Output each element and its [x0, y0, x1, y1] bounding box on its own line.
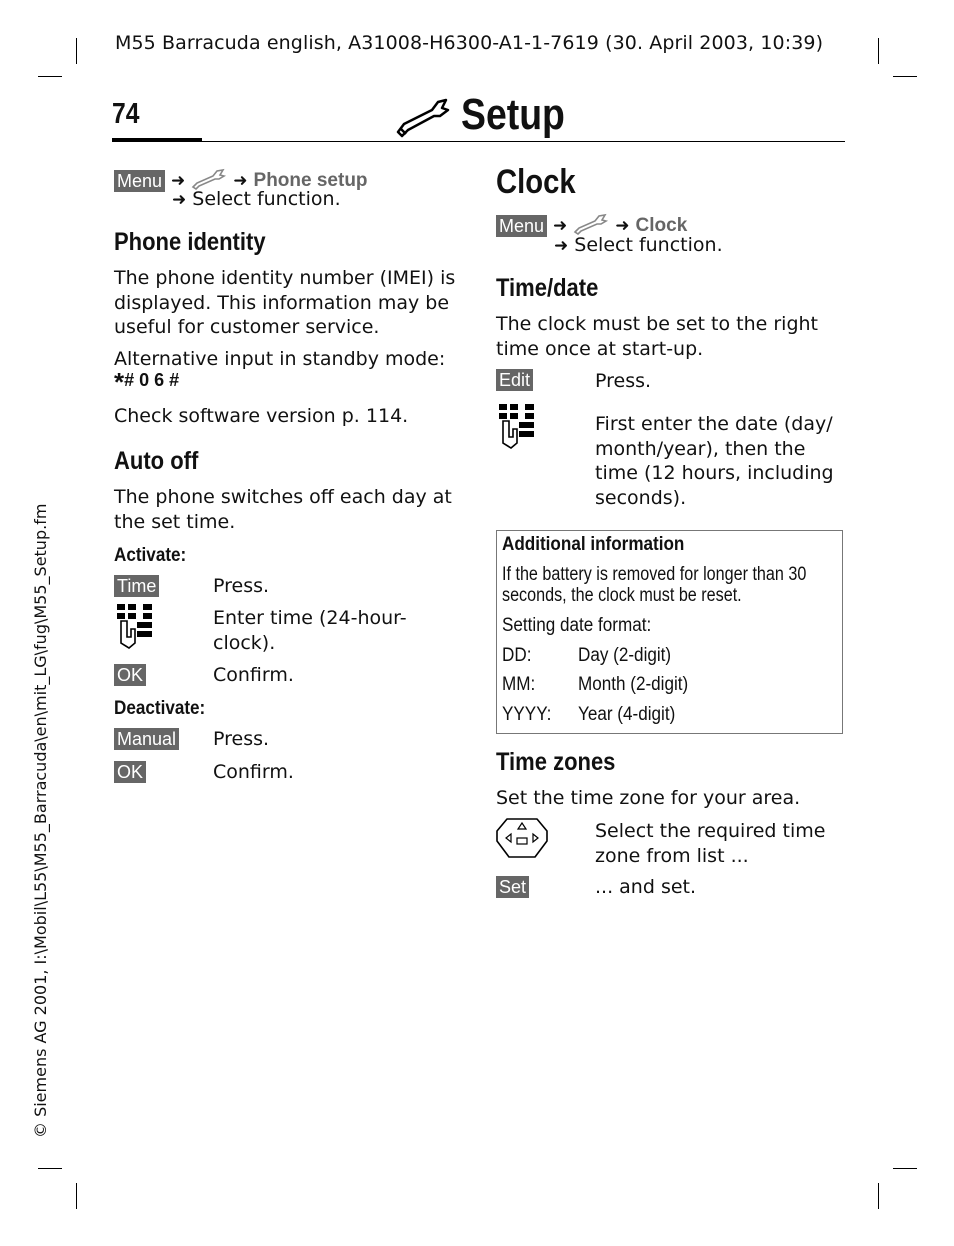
section-heading: Time zones: [496, 748, 616, 776]
format-desc: Month (2-digit): [578, 674, 689, 695]
page-number-underline: [112, 138, 202, 142]
crop-mark: [878, 38, 879, 64]
imei-code: *# 0 6 #: [114, 367, 180, 397]
set-softkey[interactable]: Set: [496, 876, 529, 898]
side-file-path: © Siemens AG 2001, I:\Mobil\L55\M55_Barracuda\en\mit_LG\fug\M55_Setup.fm: [31, 503, 50, 1138]
info-paragraph: If the battery is removed for longer than 30 seconds, the clock must be reset.: [502, 564, 807, 606]
ok-softkey[interactable]: OK: [114, 664, 146, 686]
keypad-icon: [495, 403, 539, 453]
paragraph: The phone switches off each day at the set time.: [114, 486, 452, 533]
arrow-right-icon: ➜: [554, 236, 569, 256]
arrow-right-icon: ➜: [172, 190, 187, 210]
time-softkey[interactable]: Time: [114, 575, 159, 597]
paragraph: The phone identity number (IMEI) is displayed. This information may be useful for customer service.: [114, 267, 456, 338]
crop-mark: [878, 1183, 879, 1209]
keypad-icon: [113, 603, 157, 653]
nav-target: Phone setup: [253, 170, 368, 191]
step-text: Press.: [213, 728, 270, 750]
navigation-key-icon: [495, 817, 549, 865]
paragraph: Check software version p. 114.: [114, 405, 409, 427]
deactivate-label: Deactivate:: [114, 698, 206, 719]
step-text: Press.: [595, 370, 652, 392]
additional-info-box: [496, 530, 843, 734]
header-rule: [202, 141, 845, 142]
step-text: Enter time (24-hour-clock).: [213, 607, 407, 654]
nav-target: Clock: [635, 215, 688, 236]
step-text: Confirm.: [213, 761, 294, 783]
paragraph: The clock must be set to the right time once at start-up.: [496, 313, 818, 360]
edit-softkey[interactable]: Edit: [496, 369, 533, 391]
info-paragraph: Setting date format:: [502, 615, 652, 636]
format-desc: Day (2-digit): [578, 645, 672, 666]
step-text: Press.: [213, 575, 270, 597]
crop-mark: [893, 1168, 917, 1169]
ok-softkey[interactable]: OK: [114, 761, 146, 783]
paragraph: Set the time zone for your area.: [496, 787, 801, 809]
page-number: 74: [112, 98, 140, 130]
crop-mark: [893, 76, 917, 77]
nav-select-text: Select function.: [574, 234, 723, 256]
format-code: DD:: [502, 645, 532, 666]
crop-mark: [76, 1183, 77, 1209]
arrow-right-icon: ➜: [615, 216, 630, 236]
nav-select: [554, 234, 723, 256]
chapter-title: Setup: [461, 90, 565, 139]
format-code: YYYY:: [502, 704, 552, 725]
arrow-right-icon: ➜: [233, 171, 248, 191]
running-header: M55 Barracuda english, A31008-H6300-A1-1-7619 (30. April 2003, 10:39): [115, 32, 824, 54]
section-heading: Auto off: [114, 447, 199, 475]
crop-mark: [38, 1168, 62, 1169]
section-heading: Time/date: [496, 274, 599, 302]
step-text: Confirm.: [213, 664, 294, 686]
info-title: Additional information: [502, 534, 685, 555]
menu-softkey[interactable]: Menu: [114, 170, 165, 192]
section-title: Clock: [496, 163, 576, 201]
step-text: Select the required time zone from list ...: [595, 820, 826, 867]
crop-mark: [76, 38, 77, 64]
manual-softkey[interactable]: Manual: [114, 728, 179, 750]
section-heading: Phone identity: [114, 228, 266, 256]
paragraph: Alternative input in standby mode:: [114, 348, 446, 370]
crop-mark: [38, 76, 62, 77]
activate-label: Activate:: [114, 545, 187, 566]
step-text: ... and set.: [595, 876, 697, 898]
nav-select-text: Select function.: [192, 188, 341, 210]
format-desc: Year (4-digit): [578, 704, 676, 725]
format-code: MM:: [502, 674, 536, 695]
arrow-right-icon: ➜: [553, 216, 568, 236]
menu-softkey[interactable]: Menu: [496, 215, 547, 237]
wrench-icon: [394, 96, 452, 138]
arrow-right-icon: ➜: [171, 171, 186, 191]
nav-select: [172, 188, 341, 210]
step-text: First enter the date (day/ month/year), then the time (12 hours, including seconds).: [595, 413, 834, 509]
